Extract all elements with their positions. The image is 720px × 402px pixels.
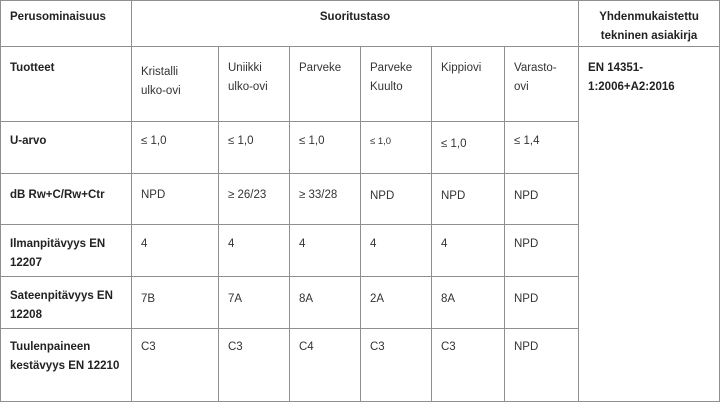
cell-value: C3	[219, 329, 290, 402]
row-label-air-permeability: Ilmanpitävyys EN 12207	[1, 225, 132, 277]
product-kristalli: Kristalli ulko-ovi	[132, 47, 219, 122]
cell-value: NPD	[505, 225, 579, 277]
cell-value: 4	[219, 225, 290, 277]
row-label-watertightness: Sateenpitävyys EN 12208	[1, 277, 132, 329]
cell-value: ≥ 33/28	[290, 174, 361, 225]
cell-value: C4	[290, 329, 361, 402]
cell-value: C3	[361, 329, 432, 402]
cell-value: 7B	[132, 277, 219, 329]
cell-value: NPD	[505, 277, 579, 329]
cell-value: ≤ 1,0	[432, 122, 505, 174]
product-parveke: Parveke	[290, 47, 361, 122]
cell-value: NPD	[361, 174, 432, 225]
row-label-wind-resistance: Tuulenpaineen kestävyys EN 12210	[1, 329, 132, 402]
product-uniikki: Uniikki ulko-ovi	[219, 47, 290, 122]
row-label-u-value: U-arvo	[1, 122, 132, 174]
cell-value: ≥ 26/23	[219, 174, 290, 225]
header-performance: Suoritustaso	[132, 1, 579, 47]
header-basic-characteristic: Perusominaisuus	[1, 1, 132, 47]
cell-value: 7A	[219, 277, 290, 329]
cell-value: C3	[132, 329, 219, 402]
product-kippiovi: Kippiovi	[432, 47, 505, 122]
header-harmonized-spec: Yhdenmukaistettu tekninen asiakirja	[579, 1, 720, 47]
product-parveke-kuulto: Parveke Kuulto	[361, 47, 432, 122]
products-row	[1, 47, 720, 122]
cell-value: ≤ 1,4	[505, 122, 579, 174]
product-varasto-ovi: Varasto- ovi	[505, 47, 579, 122]
cell-value: NPD	[432, 174, 505, 225]
products-label: Tuotteet	[1, 47, 132, 122]
cell-value: NPD	[505, 174, 579, 225]
cell-value: 4	[290, 225, 361, 277]
cell-value: ≤ 1,0	[219, 122, 290, 174]
cell-value: ≤ 1,0	[132, 122, 219, 174]
cell-value: 4	[361, 225, 432, 277]
cell-value: NPD	[505, 329, 579, 402]
cell-value: 2A	[361, 277, 432, 329]
cell-value: C3	[432, 329, 505, 402]
cell-value: 8A	[290, 277, 361, 329]
cell-value: ≤ 1,0	[290, 122, 361, 174]
header-row	[1, 1, 720, 47]
cell-value: 8A	[432, 277, 505, 329]
standard-reference: EN 14351- 1:2006+A2:2016	[579, 47, 720, 402]
row-label-sound-insulation: dB Rw+C/Rw+Ctr	[1, 174, 132, 225]
cell-value: NPD	[132, 174, 219, 225]
cell-value: 4	[132, 225, 219, 277]
cell-value: 4	[432, 225, 505, 277]
cell-value: ≤ 1,0	[361, 122, 432, 174]
